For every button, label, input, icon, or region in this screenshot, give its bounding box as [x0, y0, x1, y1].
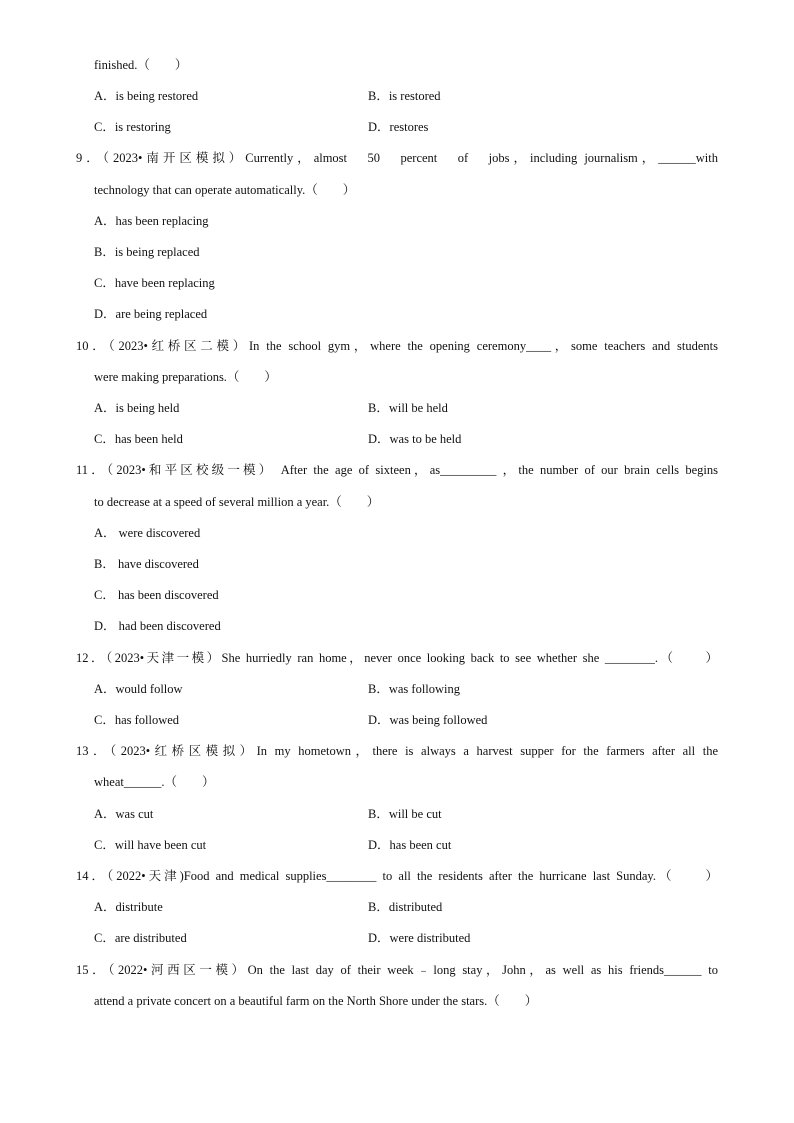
question-9-stem: 9．（2023•南开区模拟）Currently，almost 50 percent of jobs，including journalism，______with [76, 151, 718, 165]
question-10-stem-cont: were making preparations.（ ） [94, 370, 277, 384]
q10-option-a[interactable]: A．is being held [94, 401, 180, 415]
question-11-stem: 11．（2023•和平区校级一模） After the age of sixteen，as_________ ，the number of our brain cells begins [76, 463, 718, 477]
question-15-stem: 15．（2022•河西区一模）On the last day of their week﹣long stay，John，as well as his friends______ to [76, 963, 718, 977]
q13-option-a[interactable]: A．was cut [94, 807, 154, 821]
q8-option-d[interactable]: D．restores [368, 120, 429, 134]
q9-option-c[interactable]: C．have been replacing [94, 276, 215, 290]
question-13-stem: 13．（2023•红桥区模拟）In my hometown，there is always a harvest supper for the farmers after all the [76, 744, 718, 758]
q10-option-d[interactable]: D．was to be held [368, 432, 462, 446]
q12-option-b[interactable]: B．was following [368, 682, 461, 696]
q14-option-d[interactable]: D．were distributed [368, 931, 471, 945]
q11-option-d[interactable]: D． had been discovered [94, 619, 221, 633]
question-9-stem-cont: technology that can operate automatically.（ ） [94, 183, 356, 197]
q10-option-c[interactable]: C．has been held [94, 432, 183, 446]
question-8-stem-end: finished.（ ） [94, 58, 188, 72]
question-13-stem-cont: wheat______.（ ） [94, 775, 215, 789]
q12-option-a[interactable]: A．would follow [94, 682, 183, 696]
q8-option-a[interactable]: A．is being restored [94, 89, 199, 103]
q9-option-d[interactable]: D．are being replaced [94, 307, 208, 321]
question-12-stem: 12．（2023•天津一模）She hurriedly ran home，never once looking back to see whether she ________.（ ） [76, 651, 718, 665]
q13-option-d[interactable]: D．has been cut [368, 838, 452, 852]
q9-option-a[interactable]: A．has been replacing [94, 214, 209, 228]
q11-option-c[interactable]: C． has been discovered [94, 588, 219, 602]
q14-option-a[interactable]: A．distribute [94, 900, 163, 914]
q9-option-b[interactable]: B．is being replaced [94, 245, 200, 259]
q14-option-c[interactable]: C．are distributed [94, 931, 187, 945]
q8-option-c[interactable]: C．is restoring [94, 120, 171, 134]
q14-option-b[interactable]: B．distributed [368, 900, 443, 914]
q11-option-b[interactable]: B． have discovered [94, 557, 199, 571]
q8-option-b[interactable]: B．is restored [368, 89, 441, 103]
q13-option-b[interactable]: B．will be cut [368, 807, 442, 821]
question-14-stem: 14．（2022•天津)Food and medical supplies________ to all the residents after the hurricane last Sunday.（ ） [76, 869, 718, 883]
question-11-stem-cont: to decrease at a speed of several million a year.（ ） [94, 495, 380, 509]
q12-option-c[interactable]: C．has followed [94, 713, 180, 727]
question-15-stem-cont: attend a private concert on a beautiful farm on the North Shore under the stars.（ ） [94, 994, 538, 1008]
q12-option-d[interactable]: D．was being followed [368, 713, 488, 727]
question-10-stem: 10．（2023•红桥区二模）In the school gym，where the opening ceremony____，some teachers and students [76, 339, 718, 353]
q10-option-b[interactable]: B．will be held [368, 401, 448, 415]
q13-option-c[interactable]: C．will have been cut [94, 838, 207, 852]
q11-option-a[interactable]: A． were discovered [94, 526, 201, 540]
